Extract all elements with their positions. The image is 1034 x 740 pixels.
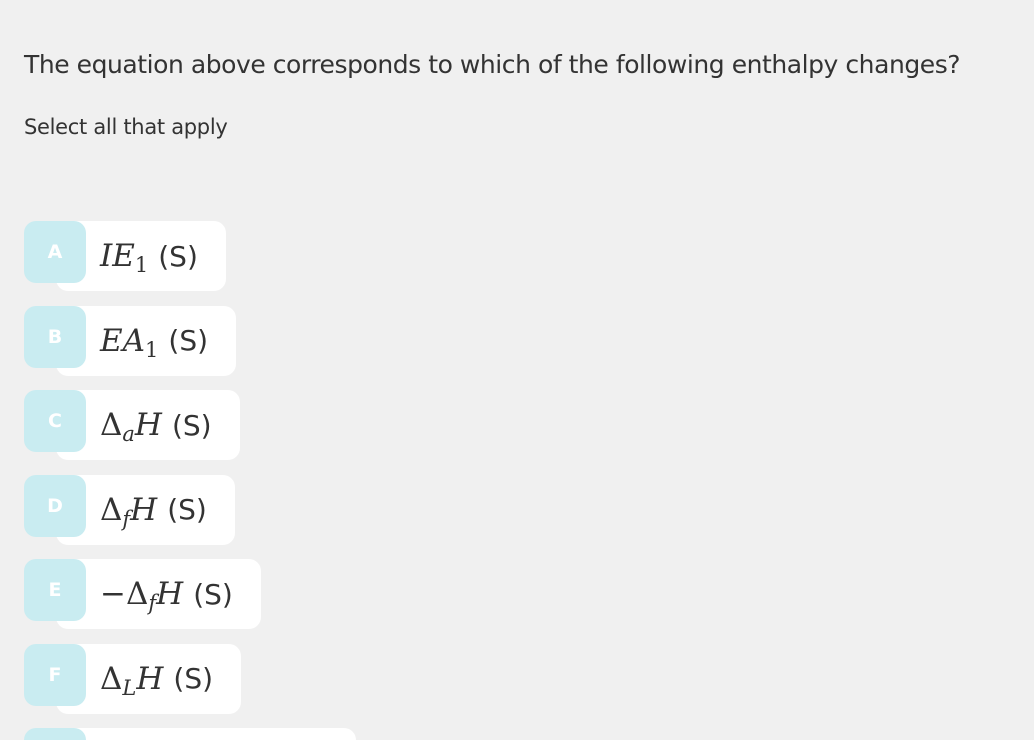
option-f-math — [100, 660, 164, 700]
option-letter-badge-partial — [24, 728, 86, 740]
option-letter-badge: B — [24, 306, 86, 368]
option-math-post: H — [130, 491, 158, 528]
option-a-suffix: (S) — [158, 239, 198, 273]
option-c-math — [100, 407, 162, 447]
option-b-math — [100, 322, 159, 362]
option-d-math — [100, 491, 158, 531]
option-f[interactable] — [24, 644, 261, 714]
option-letter-badge: A — [24, 221, 86, 283]
option-e-content[interactable] — [56, 559, 261, 629]
next-option-partial[interactable] — [24, 728, 356, 740]
option-a-math — [100, 238, 149, 277]
option-d-suffix: (S) — [167, 493, 207, 527]
next-option-card-partial — [56, 728, 356, 740]
option-math-main: Δ — [100, 491, 123, 528]
option-e-suffix: (S) — [193, 577, 233, 611]
option-b-suffix: (S) — [168, 324, 209, 358]
option-e[interactable] — [24, 559, 261, 629]
question-text: The equation above corresponds to which of the following enthalpy changes? — [24, 50, 961, 79]
option-math-subscript: f — [122, 506, 131, 531]
option-b[interactable] — [24, 306, 261, 376]
option-math-main: Δ — [125, 576, 149, 613]
option-math-subscript: f — [148, 591, 157, 616]
option-math-main: Δ — [100, 660, 123, 697]
option-math-pre: − — [100, 576, 126, 613]
option-math-subscript: 1 — [134, 253, 149, 277]
option-math-subscript: L — [122, 675, 137, 700]
option-math-post: H — [136, 660, 164, 697]
option-math-subscript: 1 — [145, 337, 159, 362]
answer-options — [24, 221, 261, 729]
option-c[interactable] — [24, 390, 261, 460]
option-e-math — [100, 576, 184, 616]
option-a[interactable] — [24, 221, 261, 291]
option-math-post: H — [156, 576, 184, 613]
option-math-main: IE — [100, 238, 135, 274]
option-math-subscript: a — [122, 422, 135, 447]
option-math-main: Δ — [100, 407, 123, 444]
option-letter-badge: D — [24, 475, 86, 537]
option-d[interactable] — [24, 475, 261, 545]
option-math-main: EA — [100, 322, 146, 359]
instruction-text: Select all that apply — [24, 115, 228, 139]
option-letter-badge: E — [24, 559, 86, 621]
option-c-suffix: (S) — [171, 408, 212, 442]
option-letter-badge: F — [24, 644, 86, 706]
option-f-suffix: (S) — [173, 662, 214, 696]
option-math-post: H — [134, 407, 162, 444]
option-letter-badge: C — [24, 390, 86, 452]
